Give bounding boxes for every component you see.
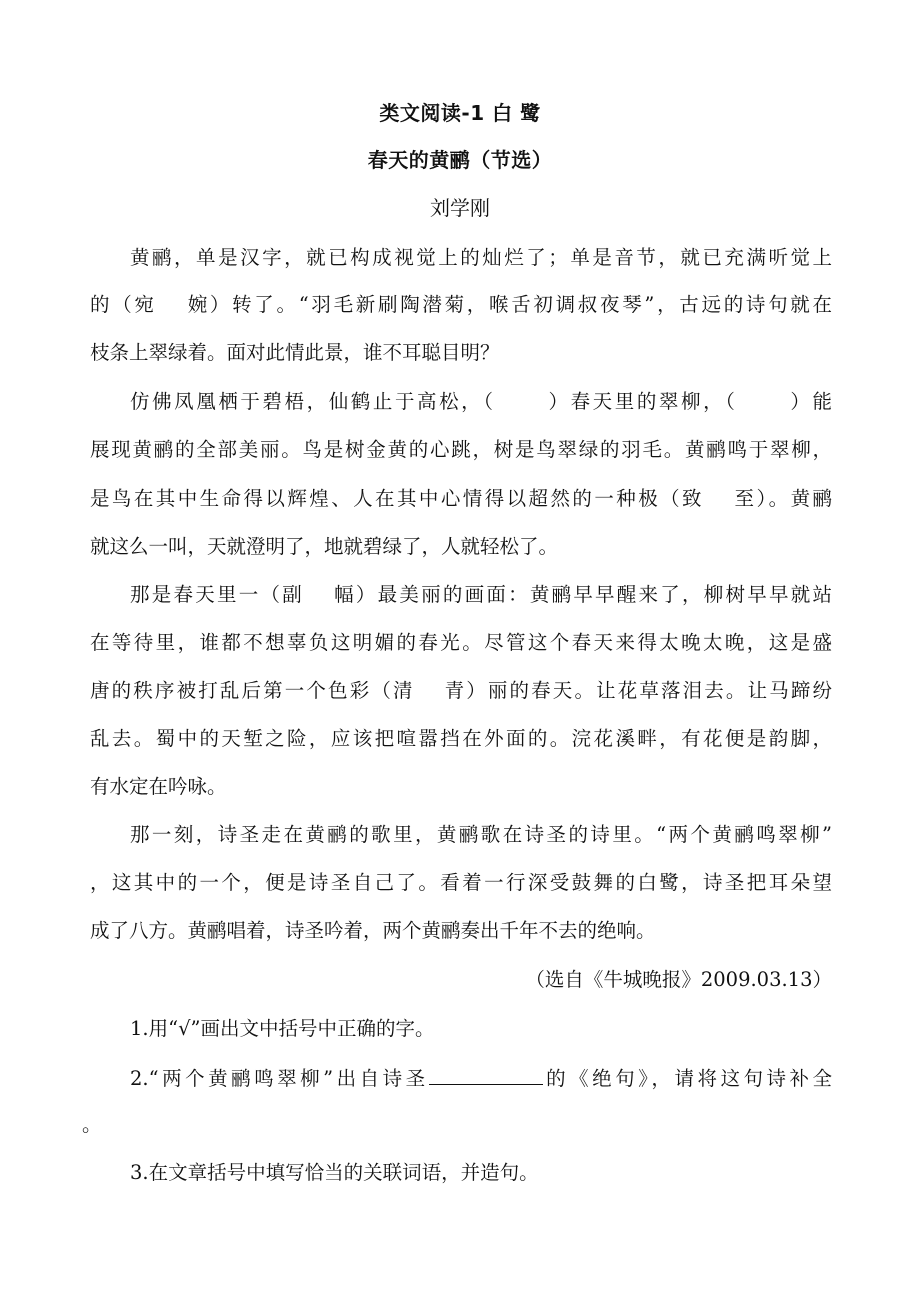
paragraph-4-line-2: ，这其中的一个，便是诗圣自己了。看着一行深受鼓舞的白鹭，诗圣把耳朵望	[90, 871, 832, 894]
paragraph-2-line-3: 是鸟在其中生命得以辉煌、人在其中心情得以超然的一种极（致 至）。黄鹂	[90, 487, 832, 510]
paragraph-1-line-1: 黄鹂，单是汉字，就已构成视觉上的灿烂了；单是音节，就已充满听觉上	[130, 246, 832, 269]
answer-blank[interactable]	[429, 1064, 543, 1085]
article-author: 刘学刚	[430, 196, 490, 220]
paragraph-3-line-1: 那是春天里一（副 幅）最美丽的画面：黄鹂早早醒来了，柳树早早就站	[130, 583, 832, 606]
paragraph-1-line-2: 的（宛 婉）转了。“羽毛新刷陶潜菊，喉舌初调叔夜琴”，古远的诗句就在	[90, 293, 832, 316]
question-3: 3.在文章括号中填写恰当的关联词语，并造句。	[130, 1161, 539, 1184]
question-1: 1.用“√”画出文中括号中正确的字。	[130, 1017, 435, 1040]
question-2-end: 。	[82, 1113, 102, 1136]
paragraph-3-line-2: 在等待里，谁都不想辜负这明媚的春光。尽管这个春天来得太晚太晚，这是盛	[90, 631, 832, 654]
question-2-text-after: 的《绝句》，请将这句诗补全	[542, 1067, 832, 1090]
article-title: 春天的黄鹂（节选）	[367, 148, 553, 172]
paragraph-3-line-4: 乱去。蜀中的天堑之险，应该把喧嚣挡在外面的。浣花溪畔，有花便是韵脚，	[90, 727, 832, 750]
article-source: （选自《牛城晚报》2009.03.13）	[525, 968, 832, 991]
question-2	[130, 1064, 832, 1092]
paragraph-1-line-3: 枝条上翠绿着。面对此情此景，谁不耳聪目明？	[90, 341, 500, 364]
paragraph-2-line-1: 仿佛凤凰栖于碧梧，仙鹤止于高松，（ ）春天里的翠柳，（ ）能	[130, 390, 832, 413]
paragraph-4-line-1: 那一刻，诗圣走在黄鹂的歌里，黄鹂歌在诗圣的诗里。“两个黄鹂鸣翠柳”	[130, 823, 832, 846]
page-title: 类文阅读-1 白 鹭	[379, 101, 541, 125]
paragraph-4-line-3: 成了八方。黄鹂唱着，诗圣吟着，两个黄鹂奏出千年不去的绝响。	[90, 919, 656, 942]
paragraph-3-line-5: 有水定在吟咏。	[90, 775, 227, 798]
question-2-text-before: 2.“两个黄鹂鸣翠柳”出自诗圣	[130, 1067, 429, 1090]
paragraph-2-line-4: 就这么一叫，天就澄明了，地就碧绿了，人就轻松了。	[90, 535, 559, 558]
paragraph-3-line-3: 唐的秩序被打乱后第一个色彩（清 青）丽的春天。让花草落泪去。让马蹄纷	[90, 679, 832, 702]
paragraph-2-line-2: 展现黄鹂的全部美丽。鸟是树金黄的心跳，树是鸟翠绿的羽毛。黄鹂鸣于翠柳，	[90, 438, 832, 461]
